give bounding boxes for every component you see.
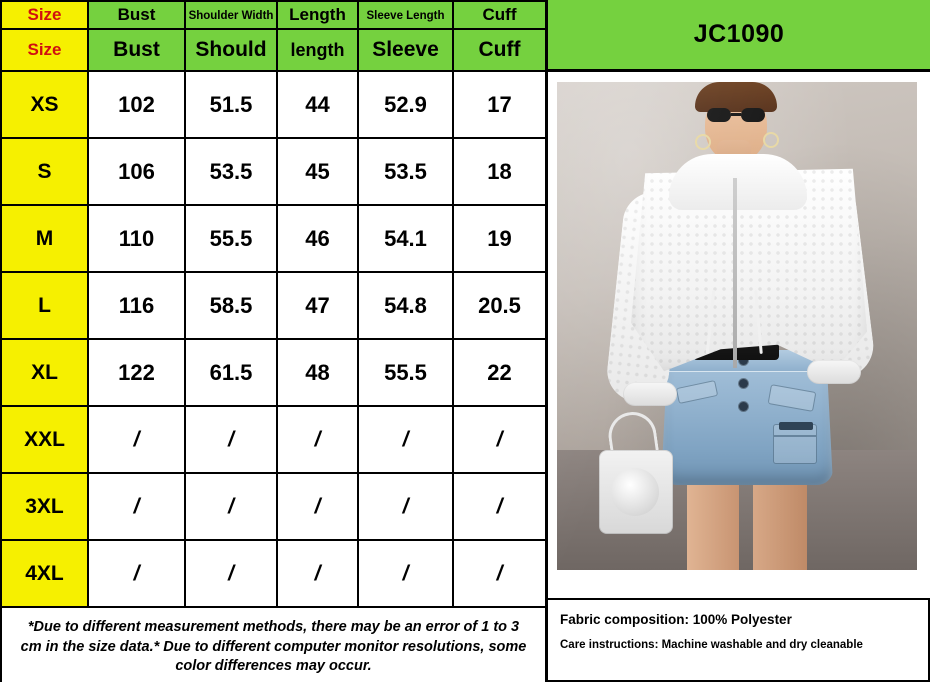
header-row-primary — [1, 1, 546, 29]
cell-length: / — [277, 540, 358, 607]
cell-size: S — [1, 138, 88, 205]
skirt-button-row — [739, 356, 748, 425]
header-cell-bust: Bust — [88, 1, 185, 29]
header-cell-shoulder-width: Shoulder Width — [185, 1, 277, 29]
table-row — [1, 71, 546, 138]
cell-sleeve: / — [358, 406, 453, 473]
cell-cuff: 18 — [453, 138, 546, 205]
cell-sleeve: 53.5 — [358, 138, 453, 205]
cell-length: / — [277, 406, 358, 473]
header2-cell-sleeve: Sleeve — [358, 29, 453, 71]
cell-shoulder: / — [185, 473, 277, 540]
jacket-cuff-right — [807, 360, 861, 384]
bag-print — [611, 468, 659, 516]
cell-cuff: / — [453, 540, 546, 607]
cell-shoulder: 51.5 — [185, 71, 277, 138]
cell-sleeve: 54.8 — [358, 272, 453, 339]
header-cell-sleeve-length: Sleeve Length — [358, 1, 453, 29]
table-row — [1, 138, 546, 205]
handbag — [599, 450, 673, 534]
cell-sleeve: 52.9 — [358, 71, 453, 138]
table-row — [1, 406, 546, 473]
size-table-body — [1, 71, 546, 607]
sunglass-lens-left — [707, 108, 731, 122]
cell-length: 46 — [277, 205, 358, 272]
cell-bust: 110 — [88, 205, 185, 272]
sunglass-lens-right — [741, 108, 765, 122]
cell-size: XL — [1, 339, 88, 406]
cell-size: M — [1, 205, 88, 272]
jacket-cuff-left — [623, 382, 677, 406]
cell-shoulder: 55.5 — [185, 205, 277, 272]
header-cell-cuff: Cuff — [453, 1, 546, 29]
table-row — [1, 272, 546, 339]
sunglass-bridge — [731, 113, 741, 116]
cell-shoulder: / — [185, 406, 277, 473]
cell-sleeve: / — [358, 473, 453, 540]
product-code: JC1090 — [693, 20, 785, 48]
skirt-zip-pocket-right — [768, 384, 817, 412]
earring-right — [763, 132, 779, 148]
cell-shoulder: / — [185, 540, 277, 607]
header-cell-length: Length — [277, 1, 358, 29]
jacket-zipper — [733, 178, 737, 368]
care-instructions: Care instructions: Machine washable and dry cleanable — [560, 639, 863, 651]
table-row — [1, 205, 546, 272]
earring-left — [695, 134, 711, 150]
sunglasses-icon — [707, 108, 765, 122]
cell-cuff: 22 — [453, 339, 546, 406]
header2-cell-cuff: Cuff — [453, 29, 546, 71]
header-row-secondary — [1, 29, 546, 71]
skirt-button — [739, 379, 748, 388]
cell-cuff: 17 — [453, 71, 546, 138]
cell-shoulder: 58.5 — [185, 272, 277, 339]
cell-cuff: 20.5 — [453, 272, 546, 339]
cell-size: 4XL — [1, 540, 88, 607]
cell-sleeve: / — [358, 540, 453, 607]
cell-size: XXL — [1, 406, 88, 473]
skirt-zip-pocket-left — [676, 380, 718, 404]
cell-cuff: 19 — [453, 205, 546, 272]
header2-cell-size: Size — [1, 29, 88, 71]
fabric-composition: Fabric composition: 100% Polyester — [560, 612, 792, 627]
cell-bust: 116 — [88, 272, 185, 339]
cell-bust: 102 — [88, 71, 185, 138]
disclaimer-text: *Due to different measurement methods, there may be an error of 1 to 3 cm in the size data.* Due to different computer monitor resolutions, some color differences may occur. — [20, 619, 527, 675]
cell-shoulder: 53.5 — [185, 138, 277, 205]
product-pane — [548, 0, 930, 682]
cell-sleeve: 54.1 — [358, 205, 453, 272]
cell-size: XS — [1, 71, 88, 138]
product-photo — [557, 82, 917, 570]
cell-bust: / — [88, 540, 185, 607]
cell-length: / — [277, 473, 358, 540]
cell-shoulder: 61.5 — [185, 339, 277, 406]
cell-bust: 122 — [88, 339, 185, 406]
cell-length: 47 — [277, 272, 358, 339]
table-row — [1, 473, 546, 540]
cell-bust: 106 — [88, 138, 185, 205]
product-photo-container — [548, 72, 930, 598]
product-code-bar — [548, 0, 930, 72]
skirt-cargo-pocket — [773, 424, 817, 464]
cell-length: 45 — [277, 138, 358, 205]
skirt-button — [739, 402, 748, 411]
cell-bust: / — [88, 473, 185, 540]
jacket-hood — [669, 154, 807, 210]
fabric-info-box — [548, 598, 930, 682]
cell-length: 48 — [277, 339, 358, 406]
size-table-header — [1, 1, 546, 71]
cell-cuff: / — [453, 473, 546, 540]
header2-cell-length: length — [277, 29, 358, 71]
cell-bust: / — [88, 406, 185, 473]
skirt-pocket-flap — [779, 422, 813, 430]
cell-sleeve: 55.5 — [358, 339, 453, 406]
cell-cuff: / — [453, 406, 546, 473]
measurement-disclaimer — [0, 608, 545, 682]
cell-size: L — [1, 272, 88, 339]
table-row — [1, 540, 546, 607]
header2-cell-bust: Bust — [88, 29, 185, 71]
header2-cell-should: Should — [185, 29, 277, 71]
cell-length: 44 — [277, 71, 358, 138]
header-cell-size: Size — [1, 1, 88, 29]
table-row — [1, 339, 546, 406]
cell-size: 3XL — [1, 473, 88, 540]
